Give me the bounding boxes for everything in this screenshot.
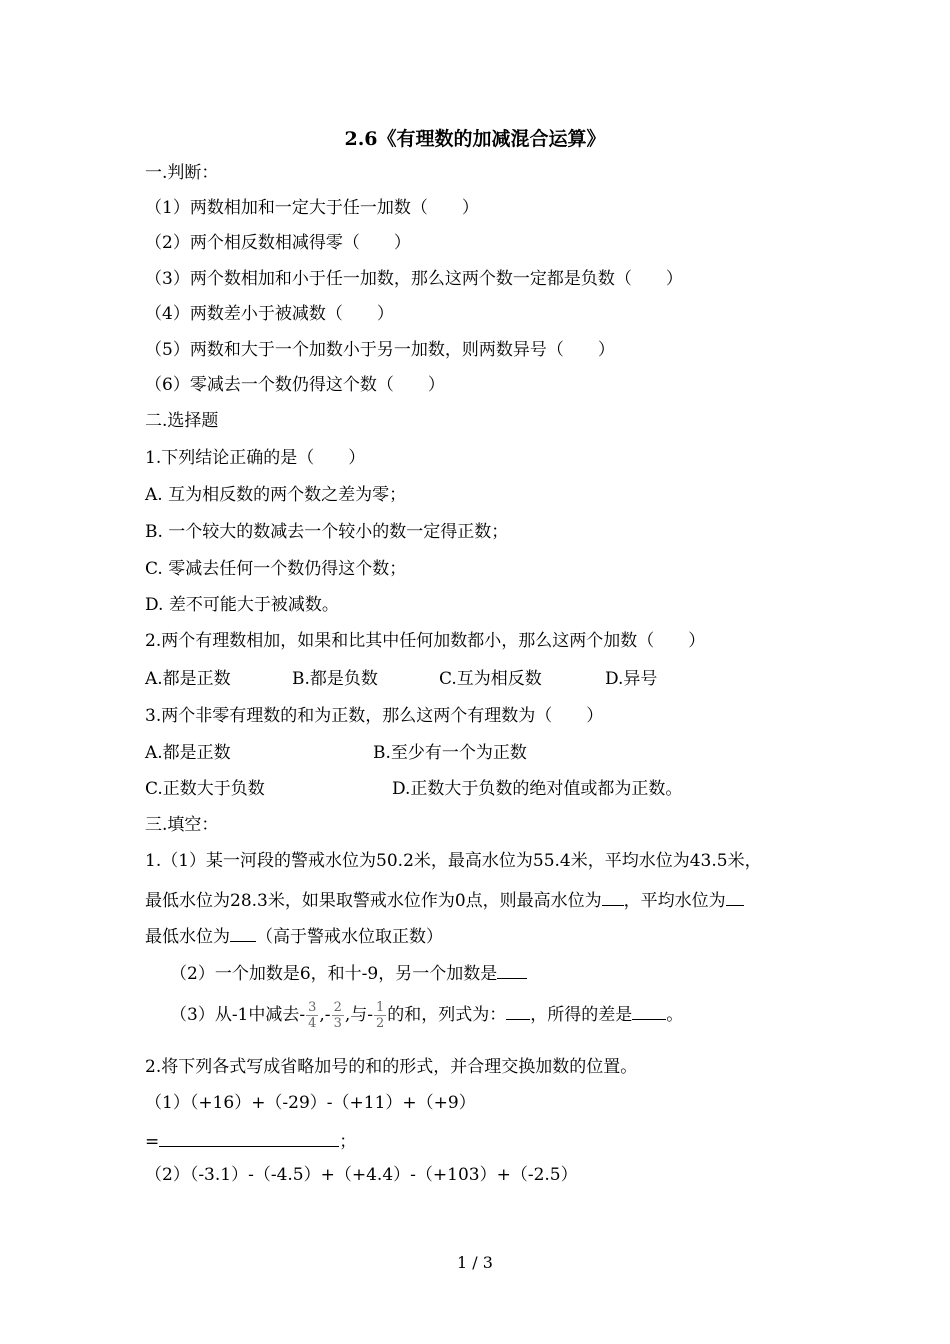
- choice-q1-option-a: A. 互为相反数的两个数之差为零；: [145, 485, 407, 505]
- fraction-2-numerator: 2: [333, 1000, 342, 1015]
- answer-blank-avg-level[interactable]: [726, 887, 744, 906]
- fraction-1-numerator: 3: [308, 1000, 317, 1015]
- choice-q2-stem: 2.两个有理数相加，如果和比其中任何加数都小，那么这两个加数（ ）: [145, 631, 706, 651]
- page-number: 1 / 3: [457, 1253, 493, 1272]
- judge-item-4: （4）两数差小于被减数（ ）: [145, 304, 394, 324]
- judge-item-2: （2）两个相反数相减得零（ ）: [145, 233, 411, 253]
- judge-item-1: （1）两数相加和一定大于任一加数（ ）: [145, 198, 479, 218]
- semicolon: ；: [339, 1132, 357, 1152]
- answer-blank-difference[interactable]: [632, 1001, 666, 1020]
- choice-q3-stem: 3.两个非零有理数的和为正数，那么这两个有理数为（ ）: [145, 706, 604, 726]
- fill-q2-item-2: （2）（-3.1）-（-4.5）+（+4.4）-（+103）+（-2.5）: [145, 1165, 578, 1185]
- answer-blank-other-addend[interactable]: [497, 960, 527, 979]
- fill-q1-3-text-c: ，所得的差是: [530, 1005, 633, 1025]
- judge-item-5: （5）两数和大于一个加数小于另一加数，则两数异号（ ）: [145, 340, 615, 360]
- fraction-1-denominator: 4: [308, 1016, 317, 1031]
- choice-q2-option-d: D.异号: [605, 669, 658, 689]
- fraction-three-quarters: [306, 1000, 318, 1031]
- fill-q1-line3: [145, 923, 443, 948]
- fraction-two-thirds: [332, 1000, 344, 1031]
- fill-q1-line2-text-b: ，平均水位为: [623, 891, 726, 911]
- equals-sign: =: [145, 1132, 160, 1152]
- fill-q1-3-text-d: 。: [666, 1005, 684, 1025]
- choice-q3-option-c: C.正数大于负数: [145, 779, 265, 799]
- choice-q3-option-d: D.正数大于负数的绝对值或都为正数。: [392, 779, 683, 799]
- fill-q1-3-sep-2: ,与-: [344, 1005, 373, 1025]
- answer-blank-min-level[interactable]: [230, 923, 256, 942]
- fill-q1-line2-text-a: 最低水位为28.3米，如果取警戒水位作为0点，则最高水位为: [145, 891, 602, 911]
- fraction-one-half: [374, 1000, 386, 1031]
- answer-blank-expression[interactable]: [506, 1001, 530, 1020]
- choice-q1-option-d: D. 差不可能大于被减数。: [145, 595, 339, 615]
- fill-q1-2: [170, 960, 527, 985]
- fill-q1-2-text: （2）一个加数是6，和十-9，另一个加数是: [170, 964, 498, 984]
- section1-heading: 一.判断：: [145, 163, 219, 183]
- choice-q3-option-a: A.都是正数: [145, 743, 231, 763]
- section2-heading: 二.选择题: [145, 411, 219, 431]
- fill-q1-3-text-b: 的和，列式为：: [387, 1005, 507, 1025]
- fraction-3-denominator: 2: [376, 1016, 385, 1031]
- fill-q2-item-1-answer: [145, 1128, 356, 1153]
- fill-q2-item-1: （1）（+16）+（-29）-（+11）+（+9）: [145, 1093, 476, 1113]
- fill-q1-line3-text-a: 最低水位为: [145, 927, 230, 947]
- answer-blank-q2-1[interactable]: [159, 1128, 339, 1147]
- choice-q1-option-c: C. 零减去任何一个数仍得这个数；: [145, 559, 407, 579]
- fraction-2-denominator: 3: [333, 1016, 342, 1031]
- fill-q1-3-sep-1: ,-: [319, 1005, 331, 1025]
- choice-q2-option-a: A.都是正数: [145, 669, 231, 689]
- page-title: 2.6《有理数的加减混合运算》: [344, 128, 606, 150]
- choice-q2-option-c: C.互为相反数: [439, 669, 542, 689]
- judge-item-6: （6）零减去一个数仍得这个数（ ）: [145, 375, 445, 395]
- section3-heading: 三.填空：: [145, 815, 219, 835]
- choice-q1-option-b: B. 一个较大的数减去一个较小的数一定得正数；: [145, 522, 509, 542]
- fill-q1-line3-text-b: （高于警戒水位取正数）: [256, 927, 443, 947]
- fill-q1-line2: [145, 887, 744, 912]
- judge-item-3: （3）两个数相加和小于任一加数，那么这两个数一定都是负数（ ）: [145, 269, 683, 289]
- fraction-3-numerator: 1: [376, 1000, 385, 1015]
- choice-q3-option-b: B.至少有一个为正数: [373, 743, 527, 763]
- fill-q1-3-text-a: （3）从-1中减去-: [170, 1005, 306, 1025]
- fill-q2-stem: 2.将下列各式写成省略加号的和的形式，并合理交换加数的位置。: [145, 1057, 638, 1077]
- choice-q2-option-b: B.都是负数: [292, 669, 378, 689]
- answer-blank-max-level[interactable]: [602, 887, 624, 906]
- fill-q1-3: [170, 996, 683, 1034]
- choice-q1-stem: 1.下列结论正确的是（ ）: [145, 448, 366, 468]
- fill-q1-line1: 1.（1）某一河段的警戒水位为50.2米，最高水位为55.4米，平均水位为43.5米，: [145, 851, 762, 871]
